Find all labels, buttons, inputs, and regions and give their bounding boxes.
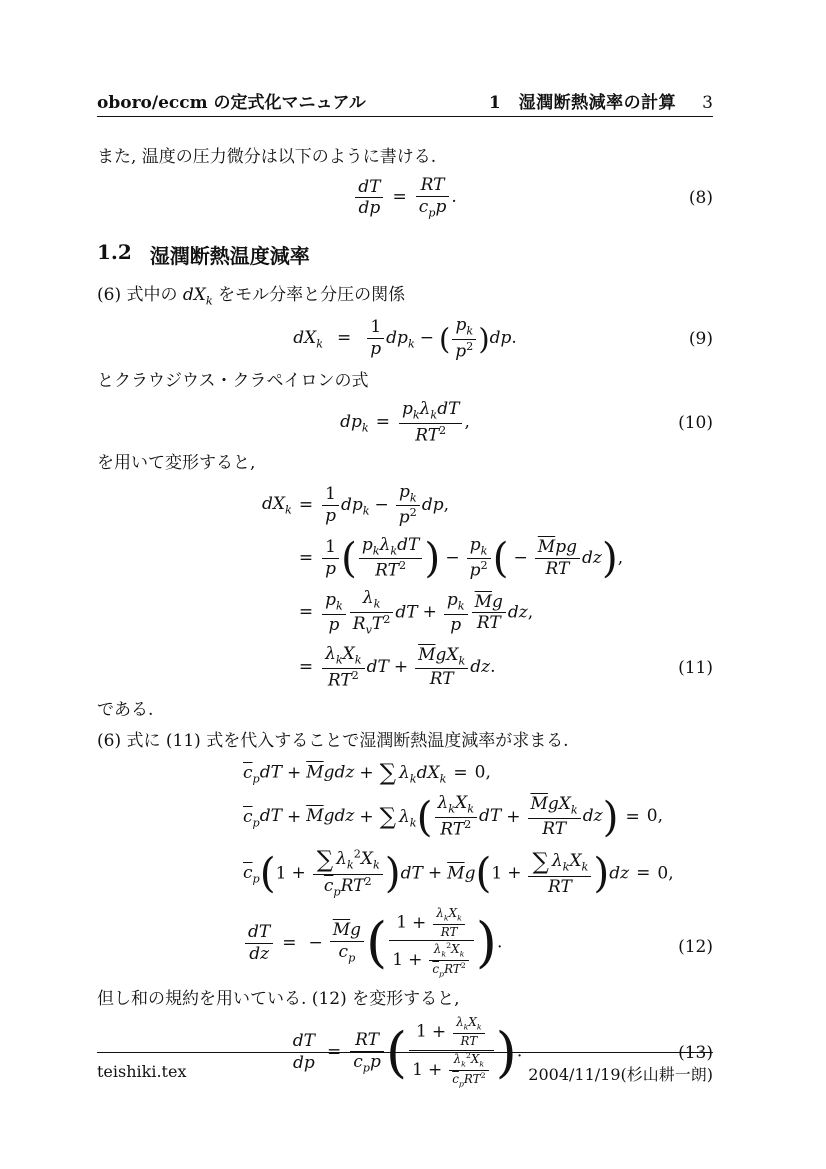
paragraph-transform: を用いて変形すると, <box>97 453 256 474</box>
equation-9 <box>97 316 713 361</box>
equation-block-11 <box>97 483 713 690</box>
header-section-title: 1 湿潤断熱減率の計算 <box>488 93 677 113</box>
eq11-row4-rhs: = $\lambda_kX_k$ $RT^2$ dT + $\overline{M}gX_k$ RT dz. <box>298 643 496 691</box>
equation-10-tag: (10) <box>678 412 713 433</box>
eq12-row2: $\overline{c}_pdT + \overline{M}gdz$ + ∑ $\lambda_k$( $\lambda_kX_k$ $RT^2$ dT + $\overline{M}gX_k$ RT dz) = 0, <box>243 793 663 841</box>
footer-filename: teishiki.tex <box>97 1062 187 1081</box>
paragraph-substitute: (6) 式に (11) 式を代入することで湿潤断熱温度減率が求まる. <box>97 731 569 752</box>
paragraph-dearu: である. <box>97 699 154 720</box>
eq11-row3-rhs: = $\frac{p_k}{p}$ $\lambda_k$ $R_vT^2$ dT + $\frac{p_k}{p}$ $\frac{\overline{M}g}{RT}$ dz, <box>298 587 534 637</box>
paragraph-clausius: とクラウジウス・クラペイロンの式 <box>97 371 369 392</box>
section-number: 1.2 <box>97 239 132 264</box>
equation-8-tag: (8) <box>688 187 713 208</box>
equation-10-body: $dp_k$ = $p_k\lambda_kdT$ $RT^2$ , <box>340 399 470 446</box>
paragraph-summation-rule: 但し和の規約を用いている. (12) を変形すると, <box>97 989 460 1010</box>
equation-10 <box>97 400 713 445</box>
section-title: 湿潤断熱温度減率 <box>149 243 310 268</box>
equation-9-tag: (9) <box>688 328 713 349</box>
eq11-row2-rhs: = $\frac{1}{p}$ ( $p_k\lambda_kdT$ $RT^2$ ) − $\frac{p_k}{p^2}$ ( − $\overline{M}pg$ RT dz), <box>298 534 624 583</box>
header-title: oboro/eccm の定式化マニュアル <box>97 93 366 113</box>
equation-11-tag: (11) <box>678 657 713 678</box>
page-number: 3 <box>702 93 713 113</box>
eq11-row1-lhs: $dX_k$ <box>262 494 292 517</box>
footer-date-author: 2004/11/19(杉山耕一朗) <box>528 1065 713 1084</box>
section-heading <box>97 240 713 269</box>
equation-13-tag: (13) <box>678 1042 713 1063</box>
equation-12-tag: (12) <box>678 937 713 958</box>
paragraph-intro: また, 温度の圧力微分は以下のように書ける. <box>97 147 437 167</box>
equation-8-body: $\frac{dT}{dp}$ = RT $c_pp$ . <box>353 176 457 219</box>
equation-9-body: $dX_k$ = $\frac{1}{p}$ $dp_k$ − ( $\frac{p_k}{p^2}$ )dp. <box>293 315 517 362</box>
eq12-row3: $\overline{c}_p(1$ + ∑ $\lambda_k^2X_k$ $\overline{c}_pRT^2$ )$dT + \overline{M}g(1$ + ∑ $\lambda_kX_k$ RT )dz = 0, <box>243 846 674 899</box>
header-rule <box>97 116 713 117</box>
page-footer <box>97 1052 713 1085</box>
eq12-row1: $\overline{c}_pdT + \overline{M}gdz$ + ∑ $\lambda_kdX_k = 0$, <box>243 760 491 787</box>
paragraph-molar-fraction: (6) 式中の $dX_k$ をモル分率と分圧の関係 <box>97 284 406 308</box>
eq12-row4: $\frac{dT}{dz}$ = − $\frac{\overline{M}g}{\overline{c}_p}$ ( 1 + $\lambda_kX_k$ RT 1 + $\lambda_k^2X_k$ $\overline{c}_pRT^2$ ). <box>243 907 502 979</box>
equation-13-body: $\frac{dT}{dp}$ = RT $\overline{c}_pp$ ( 1 + $\lambda_kX_k$ RT 1 + $\lambda_k^2X_k$ $\overline{c}_pRT^2$ ). <box>288 1016 522 1088</box>
equation-8 <box>97 176 713 219</box>
eq11-row1-rhs: = $\frac{1}{p}$ $dp_k$ − $\frac{p_k}{p^2}$ dp, <box>298 481 449 529</box>
page-header <box>97 0 713 113</box>
equation-block-12 <box>97 760 713 979</box>
